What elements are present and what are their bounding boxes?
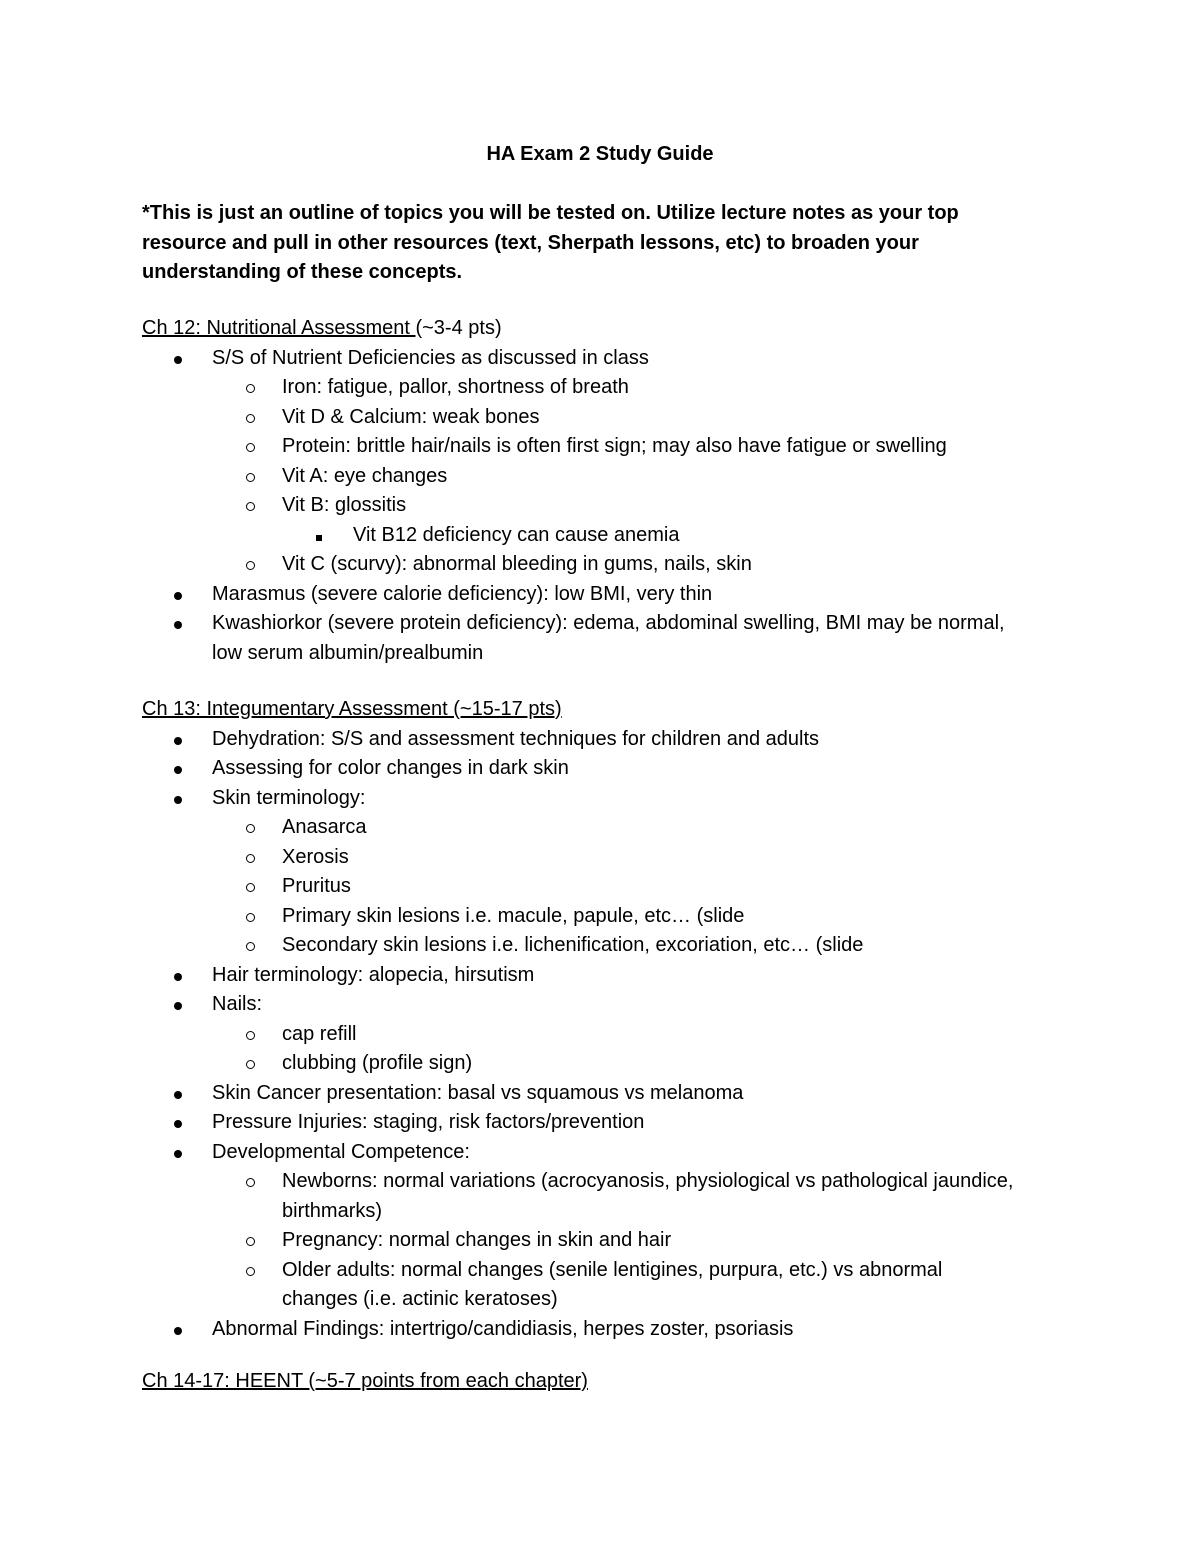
list-item xyxy=(142,580,1022,610)
list-item-text: clubbing (profile sign) xyxy=(282,1052,473,1074)
section-heading-ch14: Ch 14-17: HEENT (~5-7 points from each chapter) xyxy=(142,1370,588,1392)
list-item xyxy=(142,961,1022,991)
list-item xyxy=(142,1256,1022,1315)
section-ch14 xyxy=(142,1367,1022,1397)
list-item-text: Developmental Competence: xyxy=(212,1140,470,1163)
list-item-text: Pregnancy: normal changes in skin and hair xyxy=(282,1229,672,1251)
list-item xyxy=(142,1108,1022,1138)
circle-bullet-icon xyxy=(246,1049,255,1079)
list-item-text: Assessing for color changes in dark skin xyxy=(212,757,569,779)
bullet-icon xyxy=(174,580,182,610)
bullet-icon xyxy=(174,609,182,639)
list-item xyxy=(142,521,1022,551)
bullet-icon xyxy=(174,990,182,1020)
circle-bullet-icon xyxy=(246,550,255,580)
section-ch13 xyxy=(142,695,1022,1344)
section-ch12 xyxy=(142,314,1022,668)
list-item xyxy=(142,872,1022,902)
list-item xyxy=(142,1138,1022,1168)
list-item-text: Protein: brittle hair/nails is often first sign; may also have fatigue or swelling xyxy=(282,435,947,457)
list-item-text: Iron: fatigue, pallor, shortness of breath xyxy=(282,376,629,398)
list-item-text: Abnormal Findings: intertrigo/candidiasis, herpes zoster, psoriasis xyxy=(212,1317,794,1340)
list-item-text: Nails: xyxy=(212,993,263,1015)
list-item xyxy=(142,931,1022,961)
section-heading-ch12-points: (~3-4 pts) xyxy=(415,317,502,339)
circle-bullet-icon xyxy=(246,1256,255,1286)
list-item-text: Newborns: normal variations (acrocyanosis, physiological vs pathological jaundice, birthmarks) xyxy=(282,1170,1014,1222)
list-item xyxy=(142,902,1022,932)
circle-bullet-icon xyxy=(246,1226,255,1256)
circle-bullet-icon xyxy=(246,462,255,492)
list-item xyxy=(142,432,1022,462)
bullet-icon xyxy=(174,1138,182,1168)
circle-bullet-icon xyxy=(246,1020,255,1050)
list-item-text: Xerosis xyxy=(282,845,349,868)
section-heading-ch13: Ch 13: Integumentary Assessment (~15-17 pts) xyxy=(142,698,562,720)
list-item-text: Hair terminology: alopecia, hirsutism xyxy=(212,963,535,986)
list-item-text: Pruritus xyxy=(282,875,351,897)
list-item-text: Secondary skin lesions i.e. lichenification, excoriation, etc… (slide xyxy=(282,934,864,956)
circle-bullet-icon xyxy=(246,843,255,873)
list-item xyxy=(142,990,1022,1020)
list-item-text: Skin Cancer presentation: basal vs squamous vs melanoma xyxy=(212,1081,744,1104)
list-item xyxy=(142,754,1022,784)
list-item-text: Skin terminology: xyxy=(212,786,366,809)
circle-bullet-icon xyxy=(246,403,255,433)
section-heading-ch12 xyxy=(142,314,1022,344)
bullet-icon xyxy=(174,344,182,374)
ch12-list xyxy=(142,344,1022,669)
list-item xyxy=(142,1315,1022,1345)
list-item-text: Vit A: eye changes xyxy=(282,464,448,487)
intro-note: *This is just an outline of topics you will be tested on. Utilize lecture notes as your top resource and pull in other resources (text, Sherpath lessons, etc) to broaden your understanding of these concepts. xyxy=(142,202,959,283)
list-item xyxy=(142,1020,1022,1050)
list-item xyxy=(142,609,1022,668)
bullet-icon xyxy=(174,1108,182,1138)
circle-bullet-icon xyxy=(246,491,255,521)
list-item-text: Older adults: normal changes (senile lentigines, purpura, etc.) vs abnormal changes (i.e. actinic keratoses) xyxy=(282,1258,943,1310)
bullet-icon xyxy=(174,1315,182,1345)
list-item xyxy=(142,491,1022,521)
list-item-text: cap refill xyxy=(282,1022,357,1045)
list-item xyxy=(142,344,1022,374)
list-item xyxy=(142,1079,1022,1109)
list-item-text: Marasmus (severe calorie deficiency): low BMI, very thin xyxy=(212,582,713,605)
list-item-text: Vit B: glossitis xyxy=(282,494,407,516)
bullet-icon xyxy=(174,784,182,814)
circle-bullet-icon xyxy=(246,373,255,403)
bullet-icon xyxy=(174,754,182,784)
list-item-text: Pressure Injuries: staging, risk factors/prevention xyxy=(212,1111,645,1133)
list-item xyxy=(142,1167,1022,1226)
circle-bullet-icon xyxy=(246,813,255,843)
list-item xyxy=(142,403,1022,433)
list-item xyxy=(142,813,1022,843)
list-item xyxy=(142,373,1022,403)
circle-bullet-icon xyxy=(246,902,255,932)
circle-bullet-icon xyxy=(246,1167,255,1197)
list-item-text: Primary skin lesions i.e. macule, papule, etc… (slide xyxy=(282,904,745,927)
list-item xyxy=(142,550,1022,580)
bullet-icon xyxy=(174,961,182,991)
list-item xyxy=(142,462,1022,492)
bullet-icon xyxy=(174,725,182,755)
list-item-text: Kwashiorkor (severe protein deficiency): edema, abdominal swelling, BMI may be normal, low serum albumin/prealbumin xyxy=(212,612,1005,664)
section-heading-ch12-underlined: Ch 12: Nutritional Assessment xyxy=(142,317,416,339)
circle-bullet-icon xyxy=(246,931,255,961)
list-item xyxy=(142,1226,1022,1256)
list-item xyxy=(142,725,1022,755)
list-item-text: Vit B12 deficiency can cause anemia xyxy=(353,523,680,546)
list-item-text: Vit D & Calcium: weak bones xyxy=(282,405,540,428)
list-item xyxy=(142,843,1022,873)
page-title: HA Exam 2 Study Guide xyxy=(486,143,714,165)
square-bullet-icon xyxy=(316,521,322,551)
bullet-icon xyxy=(174,1079,182,1109)
circle-bullet-icon xyxy=(246,432,255,462)
list-item xyxy=(142,784,1022,814)
list-item xyxy=(142,1049,1022,1079)
list-item-text: S/S of Nutrient Deficiencies as discussed in class xyxy=(212,346,649,369)
circle-bullet-icon xyxy=(246,872,255,902)
list-item-text: Anasarca xyxy=(282,816,367,838)
list-item-text: Vit C (scurvy): abnormal bleeding in gums, nails, skin xyxy=(282,553,752,575)
ch13-list xyxy=(142,725,1022,1345)
list-item-text: Dehydration: S/S and assessment techniques for children and adults xyxy=(212,727,820,750)
